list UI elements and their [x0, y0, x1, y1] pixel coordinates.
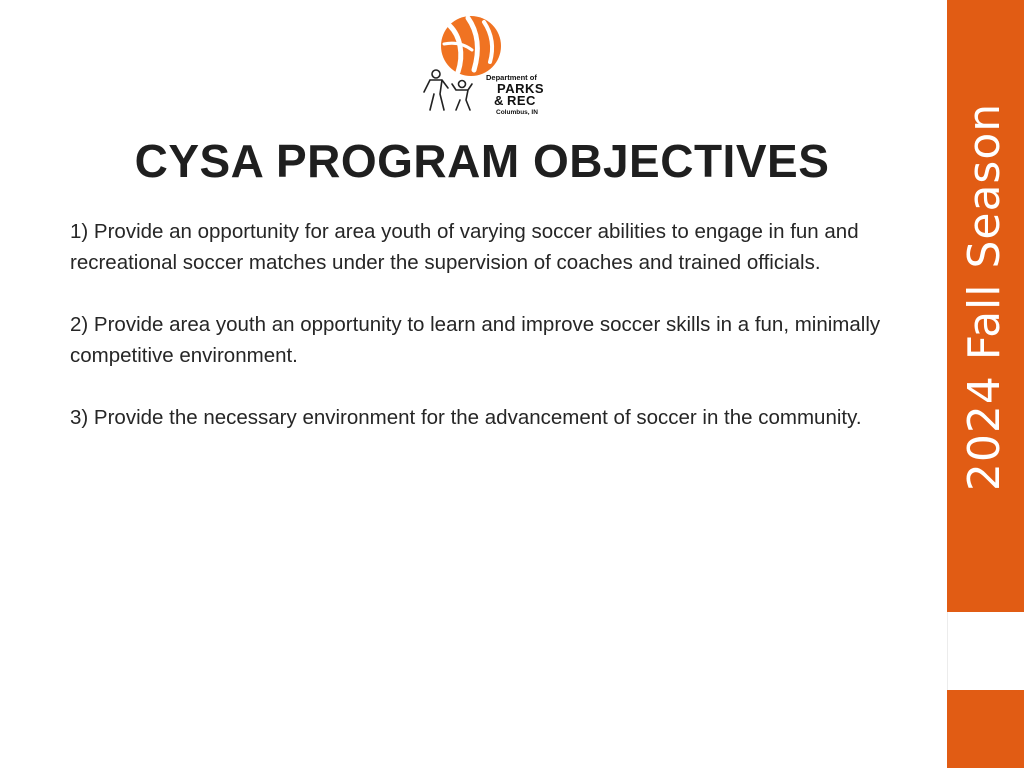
objective-item-2: 2) Provide area youth an opportunity to learn and improve soccer skills in a fun, minimally competitive environment. — [70, 313, 881, 367]
sidebar-spacer — [947, 612, 1024, 690]
objective-item-3: 3) Provide the necessary environment for the advancement of soccer in the community. — [70, 406, 862, 429]
objective-item-1: 1) Provide an opportunity for area youth of varying soccer abilities to engage in fun and recreational soccer matches under the supervision of coaches and trained officials. — [70, 220, 859, 274]
season-label: 2024 Fall Season — [959, 102, 1010, 492]
logo-parks-text: PARKS — [497, 81, 545, 96]
logo-ampersand-text: & — [494, 93, 504, 108]
parks-rec-logo — [420, 14, 550, 122]
logo-city-text: Columbus, IN — [496, 109, 538, 116]
logo-dept-text: Department of — [486, 73, 537, 82]
logo-rec-text: REC — [507, 93, 536, 108]
page-title: CYSA PROGRAM OBJECTIVES — [134, 135, 830, 187]
sidebar-bottom-block — [947, 690, 1024, 768]
objectives-list — [70, 216, 920, 464]
